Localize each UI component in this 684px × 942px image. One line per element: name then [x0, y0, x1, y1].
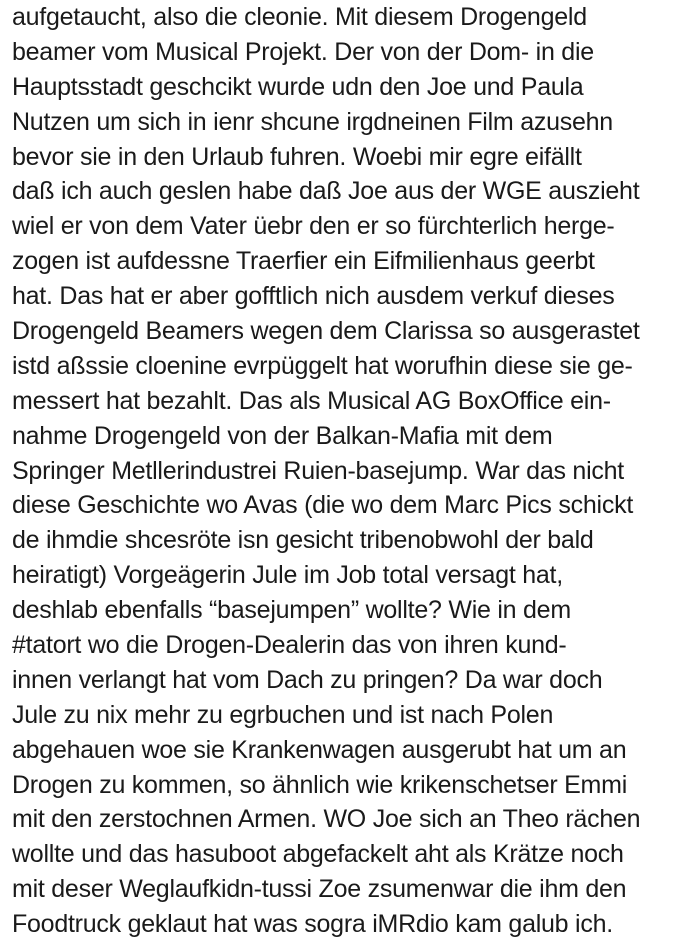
text-line: beamer vom Musical Projekt. Der von der Dom- in die [12, 37, 594, 66]
text-line: messert hat bezahlt. Das als Musical AG BoxOffice ein- [12, 386, 611, 415]
text-line: bevor sie in den Urlaub fuhren. Woebi mir egre eifällt [12, 142, 582, 171]
text-line: deshlab ebenfalls “basejumpen” wollte? Wie in dem [12, 596, 571, 625]
text-line: hat. Das hat er aber gofftlich nich ausdem verkuf dieses [12, 282, 615, 311]
text-line: aufgetaucht, also die cleonie. Mit diesem Drogengeld [12, 3, 587, 31]
text-line: wollte und das hasuboot abgefackelt aht als Krätze noch [12, 840, 624, 869]
text-line: abgehauen woe sie Krankenwagen ausgerubt hat um an [12, 735, 627, 764]
text-line: wiel er von dem Vater üebr den er so fürchterlich herge- [12, 212, 615, 241]
text-line: #tatort wo die Drogen-Dealerin das von ihren kund- [12, 631, 567, 660]
text-line: Jule zu nix mehr zu egrbuchen und ist nach Polen [12, 700, 554, 729]
text-line: diese Geschichte wo Avas (die wo dem Marc Pics schickt [12, 491, 634, 520]
text-line: Springer Metllerindustrei Ruien-basejump. War das nicht [12, 456, 624, 485]
text-line: daß ich auch geslen habe daß Joe aus der WGE auszieht [12, 177, 640, 206]
text-line: Drogen zu kommen, so ähnlich wie krikenschetser Emmi [12, 770, 628, 799]
text-line: nahme Drogengeld von der Balkan-Mafia mit dem [12, 421, 553, 450]
text-line: de ihmdie shcesröte isn gesicht tribenobwohl der bald [12, 526, 594, 555]
text-line: Drogengeld Beamers wegen dem Clarissa so ausgerastet [12, 317, 640, 346]
text-line: heiratigt) Vorgeägerin Jule im Job total versagt hat, [12, 561, 563, 590]
text-line: Hauptsstadt geschcikt wurde udn den Joe und Paula [12, 72, 584, 101]
text-line: innen verlangt hat vom Dach zu pringen? Da war doch [12, 665, 603, 694]
text-line: Foodtruck geklaut hat was sogra iMRdio kam galub ich. [12, 910, 613, 939]
text-line: istd aßssie cloenine evrpüggelt hat worufhin diese sie ge- [12, 351, 633, 380]
text-line: mit deser Weglaufkidn-tussi Zoe zsumenwar die ihm den [12, 875, 627, 904]
body-text [12, 0, 680, 942]
text-line: zogen ist aufdessne Traerfier ein Eifmilienhaus geerbt [12, 247, 595, 276]
text-line: Nutzen um sich in ienr shcune irgdneinen Film azusehn [12, 107, 613, 136]
text-line: mit den zerstochnen Armen. WO Joe sich an Theo rächen [12, 805, 641, 834]
